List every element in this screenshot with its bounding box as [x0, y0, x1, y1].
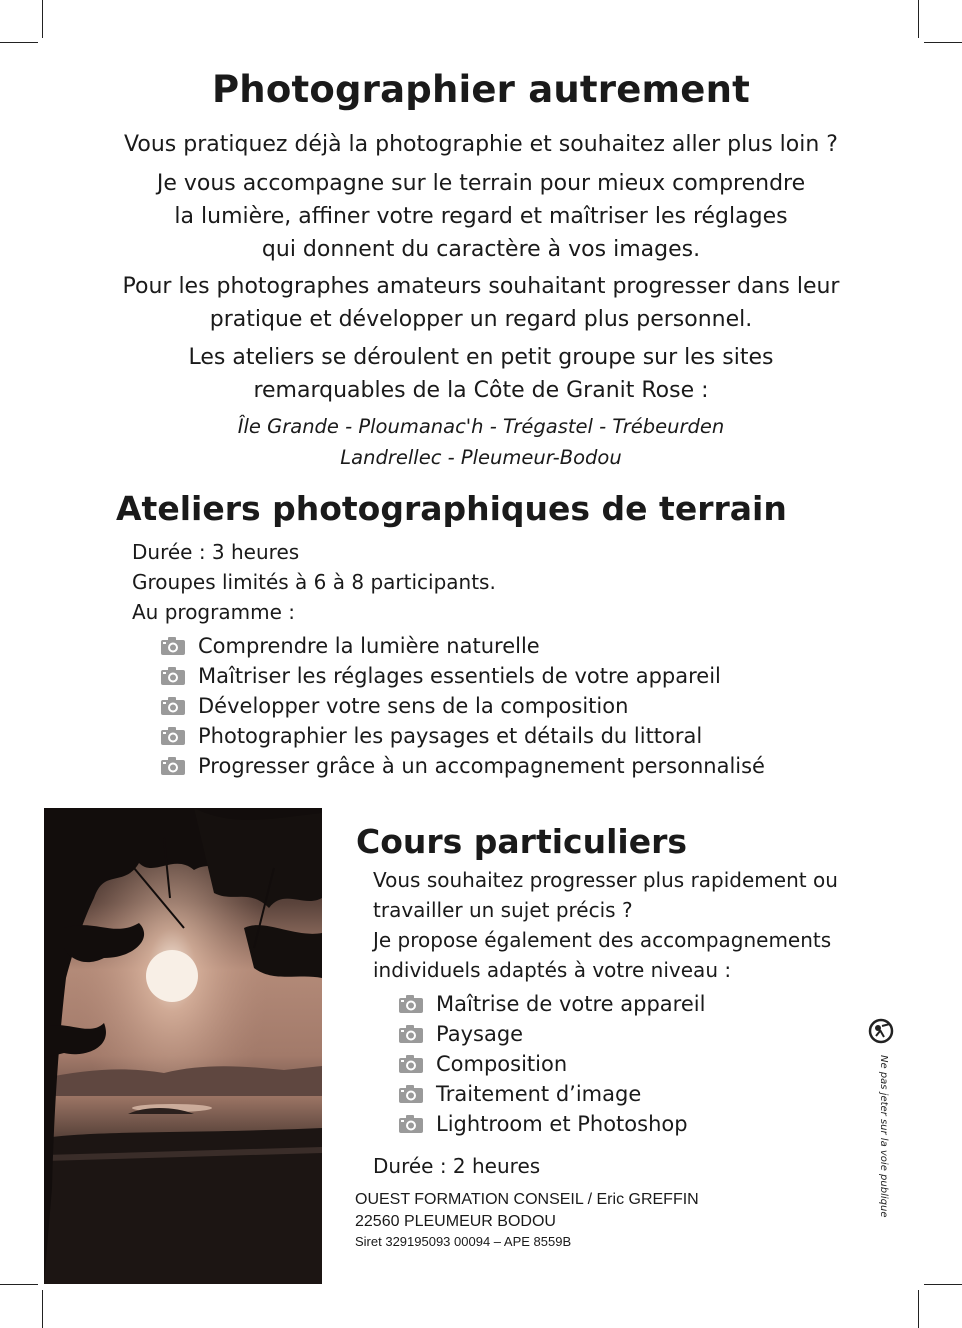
page-title: Photographier autrement [211, 68, 751, 111]
list-item-text: Comprendre la lumière naturelle [198, 634, 540, 658]
list-item [398, 992, 705, 1016]
list-item-text: Progresser grâce à un accompagnement personnalisé [198, 754, 765, 778]
list-item [160, 724, 702, 748]
crop-mark [918, 0, 919, 38]
list-item-text: Lightroom et Photoshop [436, 1112, 688, 1136]
camera-icon [160, 726, 186, 746]
list-item [398, 1112, 688, 1136]
list-item-text: Traitement d’image [436, 1082, 642, 1106]
list-item [398, 1052, 567, 1076]
list-item [398, 1082, 641, 1106]
cours-duration: Durée : 2 heures [373, 1154, 541, 1178]
crop-mark [42, 0, 43, 38]
camera-icon [398, 994, 424, 1014]
ateliers-groups: Groupes limités à 6 à 8 participants. [132, 570, 496, 594]
intro-line: Pour les photographes amateurs souhaitant progresser dans leur [122, 274, 840, 299]
intro-line: pratique et développer un regard plus personnel. [209, 307, 753, 332]
intro-line: remarquables de la Côte de Granit Rose : [253, 378, 709, 403]
intro-line: Les ateliers se déroulent en petit groupe sur les sites [188, 345, 774, 370]
list-item-text: Maîtriser les réglages essentiels de votre appareil [198, 664, 721, 688]
crop-mark [0, 1284, 38, 1285]
intro-question: Vous pratiquez déjà la photographie et souhaitez aller plus loin ? [124, 132, 838, 157]
list-item [160, 754, 765, 778]
camera-icon [398, 1114, 424, 1134]
list-item [160, 634, 540, 658]
crop-mark [924, 1284, 962, 1285]
camera-icon [160, 756, 186, 776]
cours-line: Je propose également des accompagnements [373, 928, 832, 952]
ateliers-duration: Durée : 3 heures [132, 540, 300, 564]
list-item [160, 664, 721, 688]
list-item [160, 694, 628, 718]
ateliers-heading: Ateliers photographiques de terrain [116, 489, 787, 528]
intro-line: qui donnent du caractère à vos images. [261, 237, 701, 262]
camera-icon [160, 696, 186, 716]
list-item-text: Développer votre sens de la composition [198, 694, 629, 718]
crop-mark [42, 1290, 43, 1328]
sites-line: Île Grande - Ploumanac'h - Trégastel - Trébeurden [237, 415, 725, 438]
list-item [398, 1022, 523, 1046]
list-item-text: Photographier les paysages et détails du littoral [198, 724, 703, 748]
intro-line: Je vous accompagne sur le terrain pour mieux comprendre [156, 171, 806, 196]
cours-heading: Cours particuliers [356, 822, 688, 861]
list-item-text: Composition [436, 1052, 568, 1076]
cours-line: individuels adaptés à votre niveau : [373, 958, 732, 982]
camera-icon [160, 636, 186, 656]
recycle-logo-icon [868, 1018, 894, 1044]
program-label: Au programme : [132, 600, 295, 624]
sunset-photo [44, 808, 322, 1284]
cours-line: travailler un sujet précis ? [373, 898, 633, 922]
sites-line: Landrellec - Pleumeur-Bodou [340, 446, 622, 469]
cours-line: Vous souhaitez progresser plus rapidement ou [373, 868, 838, 892]
crop-mark [918, 1290, 919, 1328]
crop-mark [924, 42, 962, 43]
camera-icon [160, 666, 186, 686]
crop-mark [0, 42, 38, 43]
camera-icon [398, 1024, 424, 1044]
camera-icon [398, 1054, 424, 1074]
footer-company: OUEST FORMATION CONSEIL / Eric GREFFIN [355, 1191, 699, 1208]
camera-icon [398, 1084, 424, 1104]
list-item-text: Maîtrise de votre appareil [436, 992, 706, 1016]
side-note: Ne pas jeter sur la voie publique [878, 1055, 889, 1218]
footer-address: 22560 PLEUMEUR BODOU [355, 1213, 556, 1230]
intro-line: la lumière, affiner votre regard et maîtriser les réglages [174, 204, 788, 229]
footer-siret: Siret 329195093 00094 – APE 8559B [355, 1234, 572, 1249]
list-item-text: Paysage [436, 1022, 524, 1046]
